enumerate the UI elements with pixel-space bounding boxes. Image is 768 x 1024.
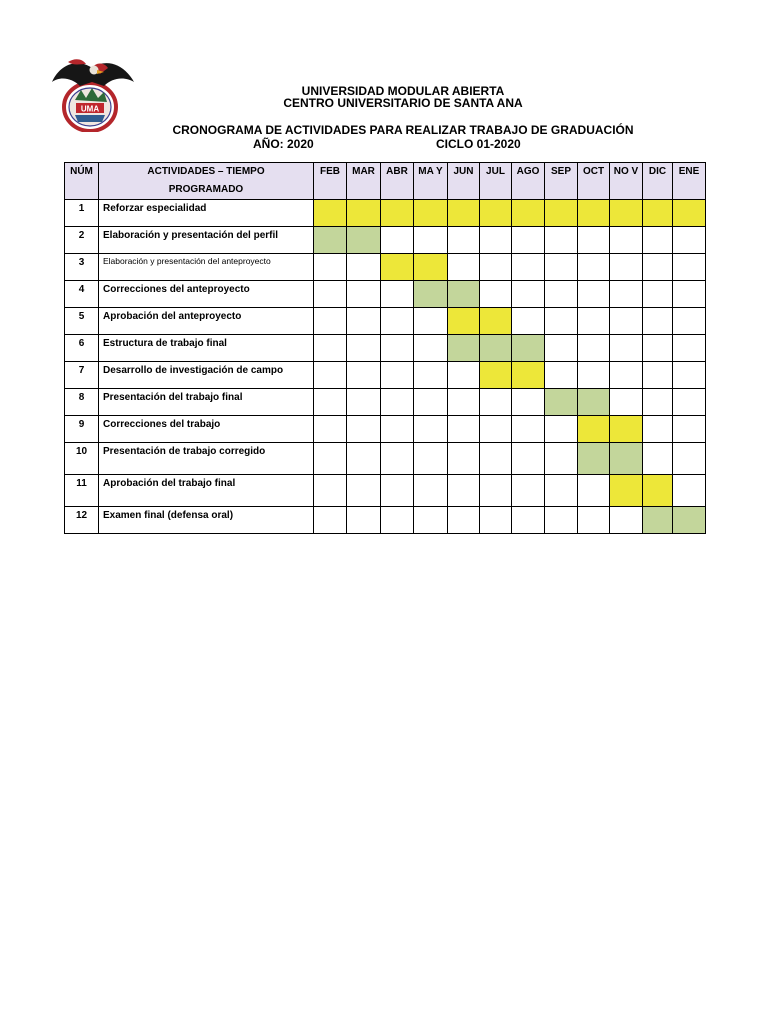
table-row [65,416,706,443]
schedule-cell-empty [480,507,512,534]
activity-name: Elaboración y presentación del anteproyecto [99,254,314,281]
schedule-cell-filled [448,335,480,362]
schedule-cell-empty [643,362,673,389]
schedule-cell-empty [578,335,610,362]
schedule-cell-empty [545,507,578,534]
schedule-cell-empty [578,308,610,335]
schedule-cell-empty [347,281,381,308]
schedule-cell-empty [347,254,381,281]
table-row [65,281,706,308]
schedule-cell-filled [643,507,673,534]
schedule-cell-empty [448,443,480,475]
schedule-cell-filled [512,200,545,227]
schedule-cell-empty [314,335,347,362]
schedule-cell-empty [314,308,347,335]
schedule-cell-empty [673,443,706,475]
month-header: JUN [448,163,480,200]
schedule-cell-filled [673,200,706,227]
schedule-cell-empty [643,335,673,362]
schedule-cell-empty [314,362,347,389]
month-header: OCT [578,163,610,200]
schedule-cell-empty [414,335,448,362]
schedule-cell-empty [480,416,512,443]
schedule-cell-empty [480,281,512,308]
activity-name: Elaboración y presentación del perfil [99,227,314,254]
schedule-cell-filled [610,416,643,443]
schedule-cell-filled [347,227,381,254]
activity-name: Estructura de trabajo final [99,335,314,362]
schedule-cell-empty [643,308,673,335]
schedule-cell-empty [643,416,673,443]
schedule-cell-empty [347,362,381,389]
schedule-cell-filled [512,335,545,362]
row-number: 9 [65,416,99,443]
schedule-cell-empty [545,416,578,443]
schedule-cell-empty [545,308,578,335]
schedule-cell-filled [643,475,673,507]
schedule-cell-empty [610,362,643,389]
schedule-cell-empty [381,475,414,507]
schedule-cell-filled [512,362,545,389]
schedule-cell-empty [381,507,414,534]
schedule-cell-empty [381,389,414,416]
table-row [65,254,706,281]
schedule-cell-empty [610,308,643,335]
schedule-cell-empty [480,443,512,475]
month-header: AGO [512,163,545,200]
month-header: MAR [347,163,381,200]
schedule-cell-empty [512,281,545,308]
table-row [65,227,706,254]
activity-name: Correcciones del trabajo [99,416,314,443]
schedule-cell-empty [578,507,610,534]
schedule-cell-empty [414,389,448,416]
month-header: MA Y [414,163,448,200]
row-number: 10 [65,443,99,475]
row-number: 8 [65,389,99,416]
schedule-cell-empty [381,227,414,254]
table-row [65,200,706,227]
schedule-cell-empty [512,389,545,416]
schedule-cell-empty [545,254,578,281]
schedule-cell-empty [448,475,480,507]
table-row [65,443,706,475]
schedule-cell-empty [448,416,480,443]
schedule-cell-empty [643,254,673,281]
activity-name: Presentación del trabajo final [99,389,314,416]
row-number: 12 [65,507,99,534]
year-label: AÑO: 2020 [253,137,314,151]
schedule-cell-empty [414,308,448,335]
row-number: 1 [65,200,99,227]
schedule-cell-empty [314,416,347,443]
schedule-cell-empty [381,416,414,443]
schedule-cell-empty [347,335,381,362]
schedule-cell-empty [414,362,448,389]
schedule-cell-empty [545,335,578,362]
document-title: CRONOGRAMA DE ACTIVIDADES PARA REALIZAR TRABAJO DE GRADUACIÓN [172,123,634,137]
schedule-cell-empty [314,254,347,281]
schedule-cell-filled [381,254,414,281]
schedule-cell-empty [381,335,414,362]
schedule-cell-empty [610,227,643,254]
schedule-cell-empty [347,475,381,507]
schedule-cell-empty [610,389,643,416]
schedule-cell-empty [545,227,578,254]
row-number: 5 [65,308,99,335]
schedule-cell-empty [578,362,610,389]
schedule-cell-filled [448,200,480,227]
schedule-cell-empty [673,416,706,443]
schedule-cell-empty [673,475,706,507]
schedule-cell-empty [512,227,545,254]
schedule-cell-filled [381,200,414,227]
schedule-cell-filled [480,200,512,227]
schedule-cell-empty [480,389,512,416]
schedule-cell-filled [545,389,578,416]
cycle-label: CICLO 01-2020 [436,137,521,151]
schedule-cell-empty [578,281,610,308]
row-number: 7 [65,362,99,389]
schedule-cell-filled [414,281,448,308]
activity-name: Desarrollo de investigación de campo [99,362,314,389]
schedule-cell-empty [610,281,643,308]
schedule-cell-filled [578,416,610,443]
schedule-cell-empty [480,227,512,254]
row-number: 3 [65,254,99,281]
schedule-cell-filled [578,200,610,227]
table-row [65,308,706,335]
schedule-cell-empty [512,254,545,281]
col-activities-header [99,163,314,200]
schedule-cell-empty [314,443,347,475]
schedule-cell-empty [578,475,610,507]
university-name: UNIVERSIDAD MODULAR ABIERTA [301,84,505,98]
schedule-cell-empty [643,443,673,475]
row-number: 4 [65,281,99,308]
month-header: FEB [314,163,347,200]
month-header: SEP [545,163,578,200]
schedule-cell-filled [480,362,512,389]
schedule-cell-empty [347,389,381,416]
schedule-cell-empty [414,507,448,534]
schedule-cell-empty [610,507,643,534]
schedule-cell-filled [414,200,448,227]
schedule-cell-empty [381,443,414,475]
activity-name: Examen final (defensa oral) [99,507,314,534]
schedule-cell-empty [643,281,673,308]
logo-text: UMA [80,104,100,114]
schedule-cell-empty [414,416,448,443]
month-header: ABR [381,163,414,200]
schedule-cell-filled [578,443,610,475]
row-number: 6 [65,335,99,362]
schedule-cell-filled [643,200,673,227]
schedule-cell-empty [545,281,578,308]
schedule-cell-empty [448,227,480,254]
schedule-cell-empty [347,416,381,443]
month-header: NO V [610,163,643,200]
schedule-cell-empty [314,281,347,308]
month-header: ENE [673,163,706,200]
schedule-cell-filled [610,475,643,507]
schedule-cell-empty [381,308,414,335]
schedule-table [64,162,706,534]
schedule-cell-empty [512,507,545,534]
schedule-cell-empty [512,416,545,443]
schedule-cell-empty [673,308,706,335]
schedule-cell-empty [448,362,480,389]
schedule-cell-filled [578,389,610,416]
schedule-cell-empty [673,254,706,281]
month-header: JUL [480,163,512,200]
schedule-cell-filled [314,200,347,227]
schedule-cell-filled [448,281,480,308]
schedule-cell-empty [673,335,706,362]
table-row [65,475,706,507]
activity-name: Reforzar especialidad [99,200,314,227]
schedule-cell-empty [578,227,610,254]
schedule-cell-filled [314,227,347,254]
table-row [65,507,706,534]
schedule-cell-empty [480,475,512,507]
schedule-cell-empty [673,281,706,308]
schedule-cell-filled [610,443,643,475]
schedule-cell-empty [414,227,448,254]
activity-name: Presentación de trabajo corregido [99,443,314,475]
table-row [65,362,706,389]
schedule-cell-empty [578,254,610,281]
schedule-cell-filled [414,254,448,281]
schedule-cell-empty [314,475,347,507]
schedule-cell-empty [314,507,347,534]
schedule-cell-filled [480,335,512,362]
table-row [65,335,706,362]
schedule-cell-empty [347,507,381,534]
schedule-cell-empty [610,254,643,281]
schedule-cell-empty [673,362,706,389]
schedule-cell-filled [448,308,480,335]
schedule-cell-empty [448,254,480,281]
schedule-cell-empty [512,475,545,507]
schedule-cell-empty [314,389,347,416]
schedule-cell-empty [480,254,512,281]
schedule-cell-empty [347,308,381,335]
schedule-cell-empty [414,475,448,507]
schedule-cell-empty [673,227,706,254]
schedule-cell-empty [448,507,480,534]
col-num-header: NÚM [65,163,99,200]
schedule-cell-empty [643,227,673,254]
schedule-cell-empty [512,308,545,335]
schedule-cell-empty [545,475,578,507]
activity-name: Aprobación del trabajo final [99,475,314,507]
table-row [65,389,706,416]
center-name: CENTRO UNIVERSITARIO DE SANTA ANA [283,96,523,110]
table-header-row [65,163,706,200]
month-header: DIC [643,163,673,200]
activity-name: Aprobación del anteproyecto [99,308,314,335]
schedule-cell-empty [381,281,414,308]
schedule-cell-empty [381,362,414,389]
schedule-cell-empty [610,335,643,362]
schedule-cell-filled [610,200,643,227]
row-number: 11 [65,475,99,507]
schedule-cell-filled [480,308,512,335]
row-number: 2 [65,227,99,254]
activity-name: Correcciones del anteproyecto [99,281,314,308]
schedule-cell-empty [414,443,448,475]
schedule-cell-filled [673,507,706,534]
schedule-cell-empty [673,389,706,416]
schedule-cell-empty [545,443,578,475]
schedule-cell-empty [347,443,381,475]
schedule-cell-filled [545,200,578,227]
col-activities-header-line2: PROGRAMADO [168,184,244,195]
schedule-cell-empty [545,362,578,389]
schedule-cell-empty [512,443,545,475]
schedule-cell-filled [347,200,381,227]
col-activities-header-line1: ACTIVIDADES – TIEMPO [147,166,265,177]
schedule-cell-empty [448,389,480,416]
schedule-cell-empty [643,389,673,416]
